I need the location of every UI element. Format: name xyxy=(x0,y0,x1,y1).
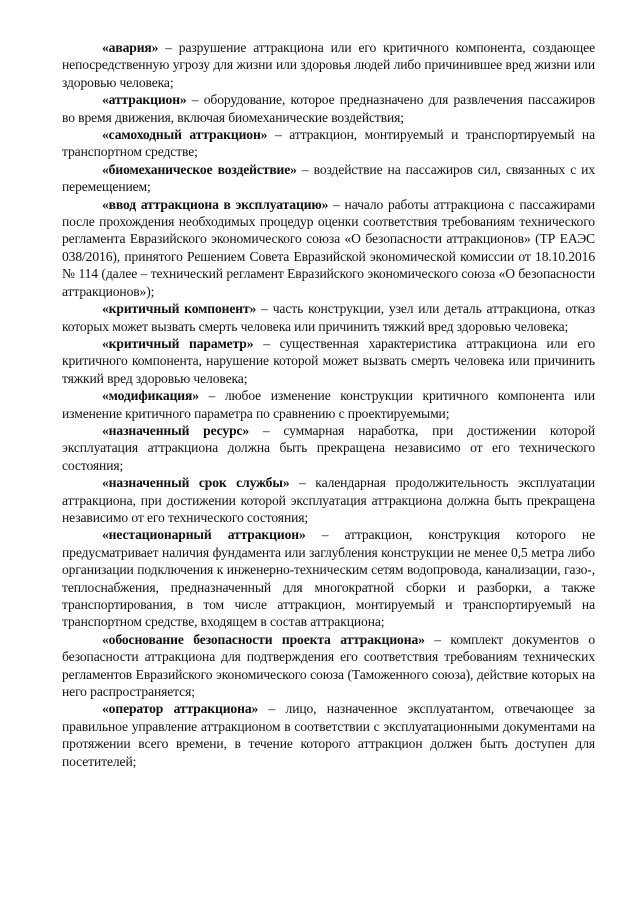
definition-term: «назначенный ресурс» xyxy=(102,422,250,438)
definition-naznachennyi-srok-sluzhby xyxy=(62,474,595,526)
definition-modifikatsiya xyxy=(62,387,595,422)
definition-term: «авария» xyxy=(102,40,159,55)
definition-kritichnyi-komponent xyxy=(62,300,595,335)
definition-term: «аттракцион» xyxy=(102,92,187,108)
definition-avaria xyxy=(62,39,595,91)
definition-term: «назначенный срок службы» xyxy=(102,475,290,491)
definition-naznachennyi-resurs xyxy=(62,422,595,474)
definition-text: – аттракцион, монтируемый и транспортируемый на транспортном средстве; xyxy=(62,127,596,160)
definition-term: «обоснование безопасности проекта аттракциона» xyxy=(102,631,425,647)
definition-text: – лицо, назначенное эксплуатантом, отвечающее за правильное управление аттракционом в соответствии с эксплуатационными документами на протяжении всего времени, в течение которого аттракцион должен быть доступен для посетителей; xyxy=(62,701,595,769)
definition-biomekhanicheskoe-vozdeistvie xyxy=(62,161,595,196)
definition-text: – суммарная наработка, при достижении которой эксплуатация аттракциона должна быть прекращена независимо от его технического состояния; xyxy=(62,422,595,473)
definition-term: «нестационарный аттракцион» xyxy=(102,527,306,543)
definition-term: «модификация» xyxy=(102,388,199,404)
definition-text: – разрушение аттракциона или его критичного компонента, создающее непосредственную угрозу для жизни или здоровья людей либо причинившее вред жизни или здоровью человека; xyxy=(62,40,595,90)
definition-text: – оборудование, которое предназначено для развлечения пассажиров во время движения, включая биомеханические воздействия; xyxy=(62,92,595,125)
definition-text: – аттракцион, конструкция которого не предусматривает наличия фундамента или заглубления конструкции не менее 0,5 метра либо организации подключения к инженерно-техническим сетям водопровода, канализации, газо-, теплоснабжения, предназначенный для многократной сборки и разборки, а также транспортирования, в том числе аттракцион, монтируемый и транспортируемый на транспортном средстве, входящем в состав аттракциона; xyxy=(62,527,595,630)
definition-text: – воздействие на пассажиров сил, связанных с их перемещением; xyxy=(62,161,595,195)
definition-operator-attraktsiona xyxy=(62,700,595,770)
definition-nestatsionarnyi-attraktsion xyxy=(62,526,595,630)
definition-term: «биомеханическое воздействие» xyxy=(102,161,297,177)
definition-text: – комплект документов о безопасности аттракциона для подтверждения его соответствия требованиям технических регламентов Евразийского экономического союза (Таможенного союза), действие которых на него распространяется; xyxy=(62,631,596,700)
definition-text: – часть конструкции, узел или деталь аттракциона, отказ которых может вызвать смерть человека или причинить тяжкий вред здоровью человека; xyxy=(62,301,595,334)
definition-term: «оператор аттракциона» xyxy=(102,701,259,717)
document-page xyxy=(62,39,595,770)
definition-attraktsion xyxy=(62,91,595,126)
definition-text: – любое изменение конструкции критичного компонента или изменение критичного параметра по сравнению с проектируемыми; xyxy=(62,388,595,421)
definition-samokhodnyi-attraktsion xyxy=(62,126,595,161)
definition-text: – календарная продолжительность эксплуатации аттракциона, при достижении которой эксплуатация аттракциона должна быть прекращена независимо от его технического состояния; xyxy=(62,475,595,525)
definition-vvod-v-ekspluatatsiyu xyxy=(62,196,595,300)
definition-text: – начало работы аттракциона с пассажирами после прохождения необходимых процедур оценки соответствия требованиям технического регламента Евразийского экономического союза «О безопасности аттракционов» (ТР ЕАЭС 038/2016), принятого Решением Совета Евразийской экономической комиссии от 18.10.2016 № 114 (далее – технический регламент Евразийского экономического союза «О безопасности аттракционов»); xyxy=(62,196,595,299)
definition-term: «самоходный аттракцион» xyxy=(102,127,268,143)
definition-term: «критичный параметр» xyxy=(102,335,254,351)
definition-kritichnyi-parametr xyxy=(62,335,595,387)
definition-obosnovanie-bezopasnosti xyxy=(62,631,595,701)
definition-term: «ввод аттракциона в эксплуатацию» xyxy=(102,196,329,212)
definition-text: – существенная характеристика аттракциона или его критичного компонента, нарушение которой может вызвать смерть человека или причинить тяжкий вред здоровью человека; xyxy=(62,335,595,386)
definition-term: «критичный компонент» xyxy=(102,301,257,317)
